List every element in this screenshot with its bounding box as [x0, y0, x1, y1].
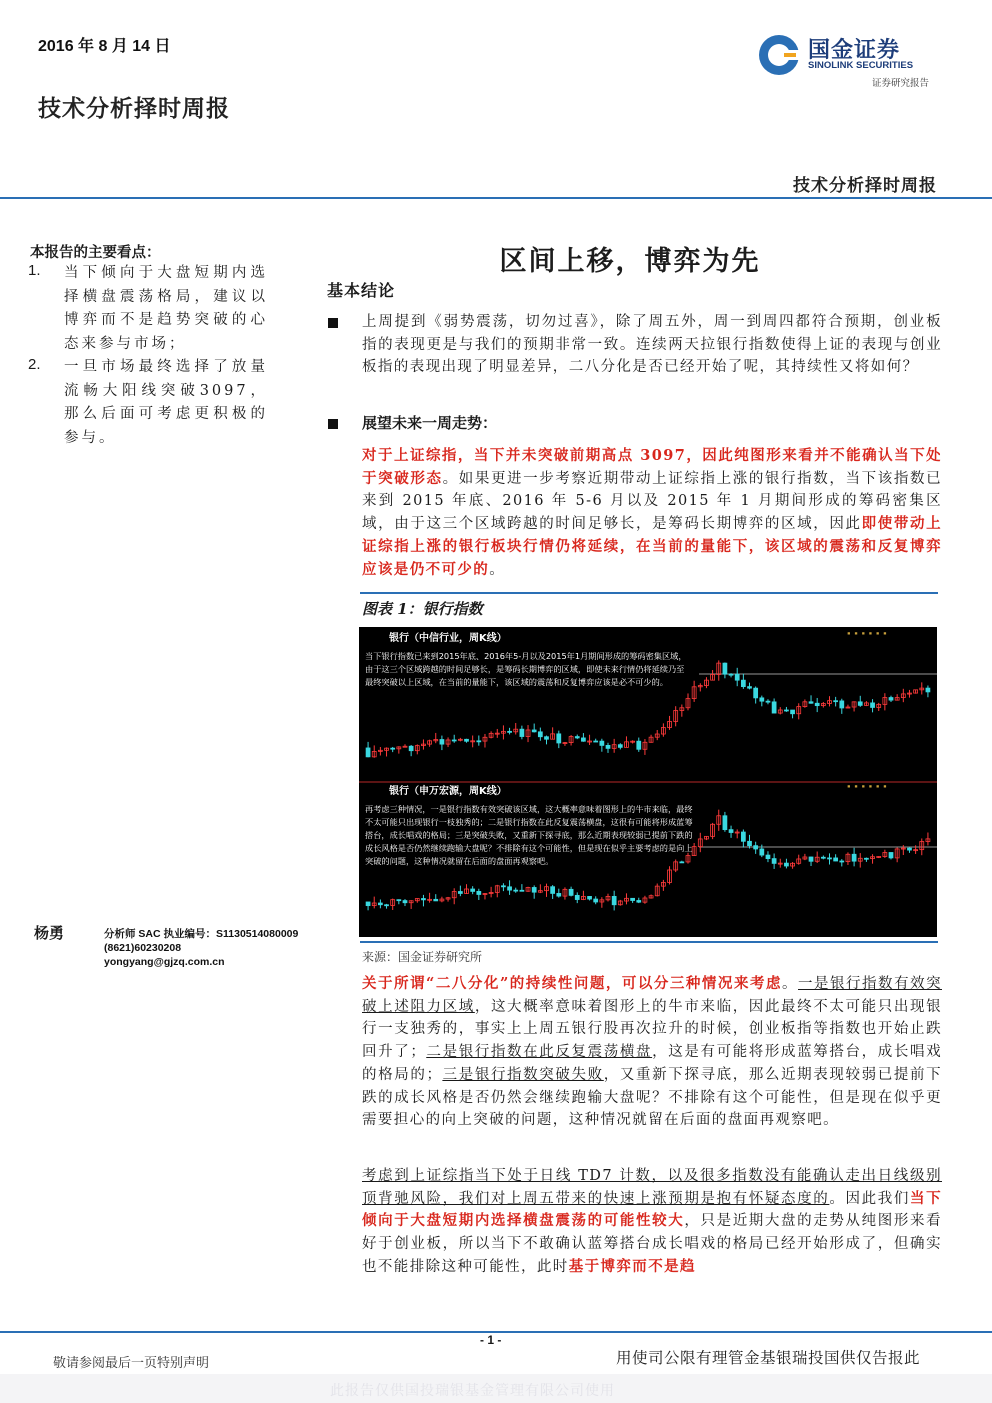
candle-body [612, 896, 616, 904]
candle-body [545, 737, 549, 739]
candle-body [477, 741, 481, 742]
candle-body [791, 710, 795, 714]
footer-disclaimer: 敬请参阅最后一页特别声明 [53, 1356, 210, 1371]
summary-paragraph: 上周提到《弱势震荡，切勿过喜》，除了周五外，周一到周四都符合预期，创业板指的表现更是与我们的预期非常一致。连续两天拉银行指数使得上证的表现与创业板指的表现出现了明显差异，二八分化是否已经开始了呢，其持续性又将如何？ [362, 314, 942, 376]
emphasis-text: 当下倾向于大盘短期内选择横盘震荡的可能性较大 [362, 1189, 943, 1230]
panel1-label: 银行（中信行业，周K线） [389, 633, 507, 644]
logo-subtitle: 证券研究报告 [872, 78, 930, 89]
highlights-heading: 本报告的主要看点： [30, 244, 161, 261]
candle-body [735, 674, 739, 680]
body-text: ，这是有可能将形成蓝筹搭台，成长唱戏的格局的； [362, 1044, 942, 1083]
candle-body [840, 701, 844, 708]
bullet-square-icon [328, 318, 338, 328]
candle-body [828, 858, 832, 859]
candle-body [477, 891, 481, 894]
conclusion-paragraph [362, 1165, 942, 1279]
candle-body [748, 687, 752, 689]
logo-mark-icon [756, 32, 802, 78]
author-cert: 分析师 SAC 执业编号：S1130514080009 [104, 928, 299, 940]
bullet-square-icon [328, 419, 338, 429]
candle-body [729, 830, 733, 833]
candle-body [907, 848, 911, 850]
candle-body [809, 702, 813, 703]
logo-en: SINOLINK SECURITIES [808, 60, 914, 71]
candle-body [458, 892, 462, 894]
candle-body [551, 887, 555, 894]
emphasis-text: 基于博弈而不是趋 [568, 1257, 696, 1275]
highlight-item [28, 262, 268, 356]
candle-body [741, 680, 745, 686]
body-text: 。如果更进一步考察近期带动上证综指上涨的银行指数，当下该指数已来到 2015 年底、2016 年 5-6 月以及 2015 年 1 月期间形成的筹码密集区域，由于这三个区域跨越的时间足够长，是筹码长期博弈的区域，因此 [362, 470, 942, 533]
author-name: 杨勇 [34, 924, 65, 942]
divergence-paragraph [362, 973, 942, 1132]
candle-body [397, 900, 401, 901]
highlights-list [28, 262, 268, 450]
candle-body [581, 738, 585, 741]
candle-body [538, 732, 542, 737]
candle-body [569, 889, 573, 895]
bank-index-chart [359, 627, 937, 937]
candle-body [889, 698, 893, 701]
candle-body [532, 730, 536, 732]
candle-body [784, 710, 788, 711]
candle-body [366, 902, 370, 906]
highlight-number: 1. [28, 262, 41, 279]
highlight-text: 当下倾向于大盘短期内选择横盘震荡格局，建议以博弈而不是趋势突破的心态来参与市场； [64, 265, 268, 352]
candle-body [889, 852, 893, 857]
candle-body [871, 703, 875, 708]
candle-body [815, 703, 819, 705]
body-text: 。 [489, 561, 506, 578]
panel2-label: 银行（申万宏源，周K线） [389, 786, 507, 797]
body-text: 。 [781, 976, 798, 992]
candle-body [754, 688, 758, 698]
candle-body [588, 896, 592, 899]
candle-body [840, 861, 844, 862]
outlook-paragraph [362, 445, 942, 581]
candle-body [809, 857, 813, 861]
candle-body [440, 740, 444, 745]
candle-body [385, 905, 389, 906]
candle-body [760, 849, 764, 855]
figure-rule-top [360, 592, 938, 594]
candle-body [741, 832, 745, 841]
candle-body [821, 857, 825, 858]
candle-body [514, 890, 518, 891]
candle-body [471, 889, 475, 891]
candle-body [594, 899, 598, 902]
outlook-heading: 展望未来一周走势： [362, 414, 498, 432]
logo-cn: 国金证券 [808, 38, 901, 63]
candle-body [575, 737, 579, 738]
candle-body [637, 900, 641, 902]
candle-body [926, 688, 930, 692]
candle-body [637, 741, 641, 749]
body-text: 。因此我们 [829, 1190, 910, 1207]
underlined-text: 考虑到上证综指当下处于日线 TD7 计数，以及很多指数没有能确认走出日线级别顶背驰风险，我们对上周五带来的快速上涨预期是抱有怀疑态度的 [362, 1168, 942, 1207]
candle-body [834, 701, 838, 702]
candle-body [508, 731, 512, 732]
candle-body [434, 899, 438, 901]
candle-body [606, 745, 610, 748]
candle-body [421, 899, 425, 900]
author-contact [104, 928, 298, 969]
report-type: 技术分析择时周报 [38, 95, 230, 122]
candle-body [520, 729, 524, 736]
underlined-text: 一是银行指数有效突破上述阻力区域 [362, 976, 942, 1015]
footer-ghost-watermark: 此报告仅供国投瑞银基金管理有限公司使用 [330, 1383, 615, 1399]
highlight-number: 2. [28, 356, 41, 373]
candle-body [864, 858, 868, 859]
section-title: 基本结论 [327, 281, 396, 300]
emphasis-text: 关于所谓“二八分化”的持续性问题，可以分三种情况来考虑 [362, 975, 782, 992]
underlined-text: 三是银行指数突破失败 [442, 1066, 604, 1083]
candle-body [409, 746, 413, 750]
body-text: ，这大概率意味着图形上的牛市来临，因此最终不太可能只出现银行一支独秀的，事实上上周五银行股再次拉升的时候，创业板指等指数也开始止跌回升了； [362, 998, 942, 1061]
figure-rule-bottom [360, 941, 938, 943]
candle-body [600, 741, 604, 745]
candle-body [766, 701, 770, 702]
panel1-note: 当下银行指数已来到2015年底、2016年5-月以及2015年1月期间形成的筹码密集区域，由于这三个区域跨越的时间足够长，是筹码长期博弈的区域，即使未来行情仍将延续乃至最终突破以上区域，在当前的量能下，该区域的震荡和反复博弈应该是必不可少的。 [365, 651, 687, 687]
candle-body [594, 741, 598, 742]
report-date: 2016 年 8 月 14 日 [38, 38, 171, 55]
candle-body [452, 740, 456, 741]
candle-body [532, 887, 536, 892]
candle-body [520, 890, 524, 891]
candle-body [618, 745, 622, 748]
svg-text:▪ ▪ ▪ ▪ ▪ ▪: ▪ ▪ ▪ ▪ ▪ ▪ [847, 630, 887, 637]
figure-source: 来源：国金证券研究所 [362, 950, 483, 964]
svg-text:▪ ▪ ▪ ▪ ▪ ▪: ▪ ▪ ▪ ▪ ▪ ▪ [847, 783, 887, 790]
author-phone: (8621)60230208 [104, 941, 182, 954]
highlight-text: 一旦市场最终选择了放量流畅大阳线突破3097，那么后面可考虑更积极的参与。 [64, 359, 268, 446]
page-number: - 1 - [480, 1333, 502, 1347]
company-logo [756, 30, 956, 92]
candle-body [760, 698, 764, 701]
candle-body [557, 734, 561, 743]
candle-body [403, 901, 407, 903]
header-right-label: 技术分析择时周报 [793, 176, 937, 196]
candle-body [729, 674, 733, 675]
body-text: ，只是近期大盘的走势从纯图形来看好于创业板，所以当下不敢确认蓝筹搭台成长唱戏的格局已经开始形成了，但确实也不能排除这种可能性，此时 [362, 1213, 942, 1275]
body-text: ，又重新下探寻底，那么近期表现较弱已提前下跌的成长风格是否仍然会继续跑输大盘呢？不排除有这个可能性，但是现在似乎更需要担心的向上突破的问题，这种情况就留在后面的盘面再观察吧。 [362, 1066, 943, 1129]
candle-body [366, 748, 370, 757]
candle-body [465, 739, 469, 741]
footer-watermark-text: 用使司公限有理管金基银瑞投国供仅告报此 [616, 1349, 921, 1367]
candle-body [501, 886, 505, 887]
candle-body [748, 841, 752, 845]
page-title: 区间上移，博弈为先 [499, 246, 761, 277]
candle-body [723, 816, 727, 830]
candle-body [766, 855, 770, 859]
panel2-note: 再考虑三种情况，一是银行指数有效突破该区域，这大概率意味着图形上的牛市来临，最终不太可能只出现银行一枝独秀的；二是银行指数在此反复震荡横盘，这很有可能将形成蓝筹搭台，成长唱戏的格局；三是突破失败，又重新下探寻底，那么近期表现较弱已提前下跌的成长风格是否仍然继续跑输大盘呢？不排除有这个可能性，但是现在似乎主要考虑的是向上突破的问题，这种情况就留在后面的盘面再观察吧。 [365, 804, 693, 866]
candle-body [575, 895, 579, 899]
candle-body [834, 858, 838, 861]
candle-body [858, 702, 862, 706]
candle-body [754, 846, 758, 849]
candle-body [557, 893, 561, 896]
candle-body [723, 663, 727, 674]
emphasis-text: 对于上证综指，当下并未突破前期高点 3097，因此纯图形来看并不能确认当下处于突破形态 [362, 447, 942, 487]
figure-title: 图表 1：银行指数 [362, 600, 483, 618]
candle-body [378, 903, 382, 905]
candle-body [391, 748, 395, 749]
emphasis-text: 即使带动上证综指上涨的银行板块行情仍将延续，在当前的量能下，该区域的震荡和反复博弈应该是仍不可少的 [362, 515, 942, 578]
candle-body [852, 854, 856, 861]
header-divider [0, 197, 992, 199]
highlight-item [28, 356, 268, 450]
candle-body [772, 859, 776, 864]
candle-body [784, 863, 788, 866]
candle-body [772, 702, 776, 713]
candle-body [631, 898, 635, 900]
author-email: yongyang@gjzq.com.cn [104, 955, 225, 968]
underlined-text: 二是银行指数在此反复震荡横盘 [426, 1044, 653, 1061]
candle-body [508, 887, 512, 890]
